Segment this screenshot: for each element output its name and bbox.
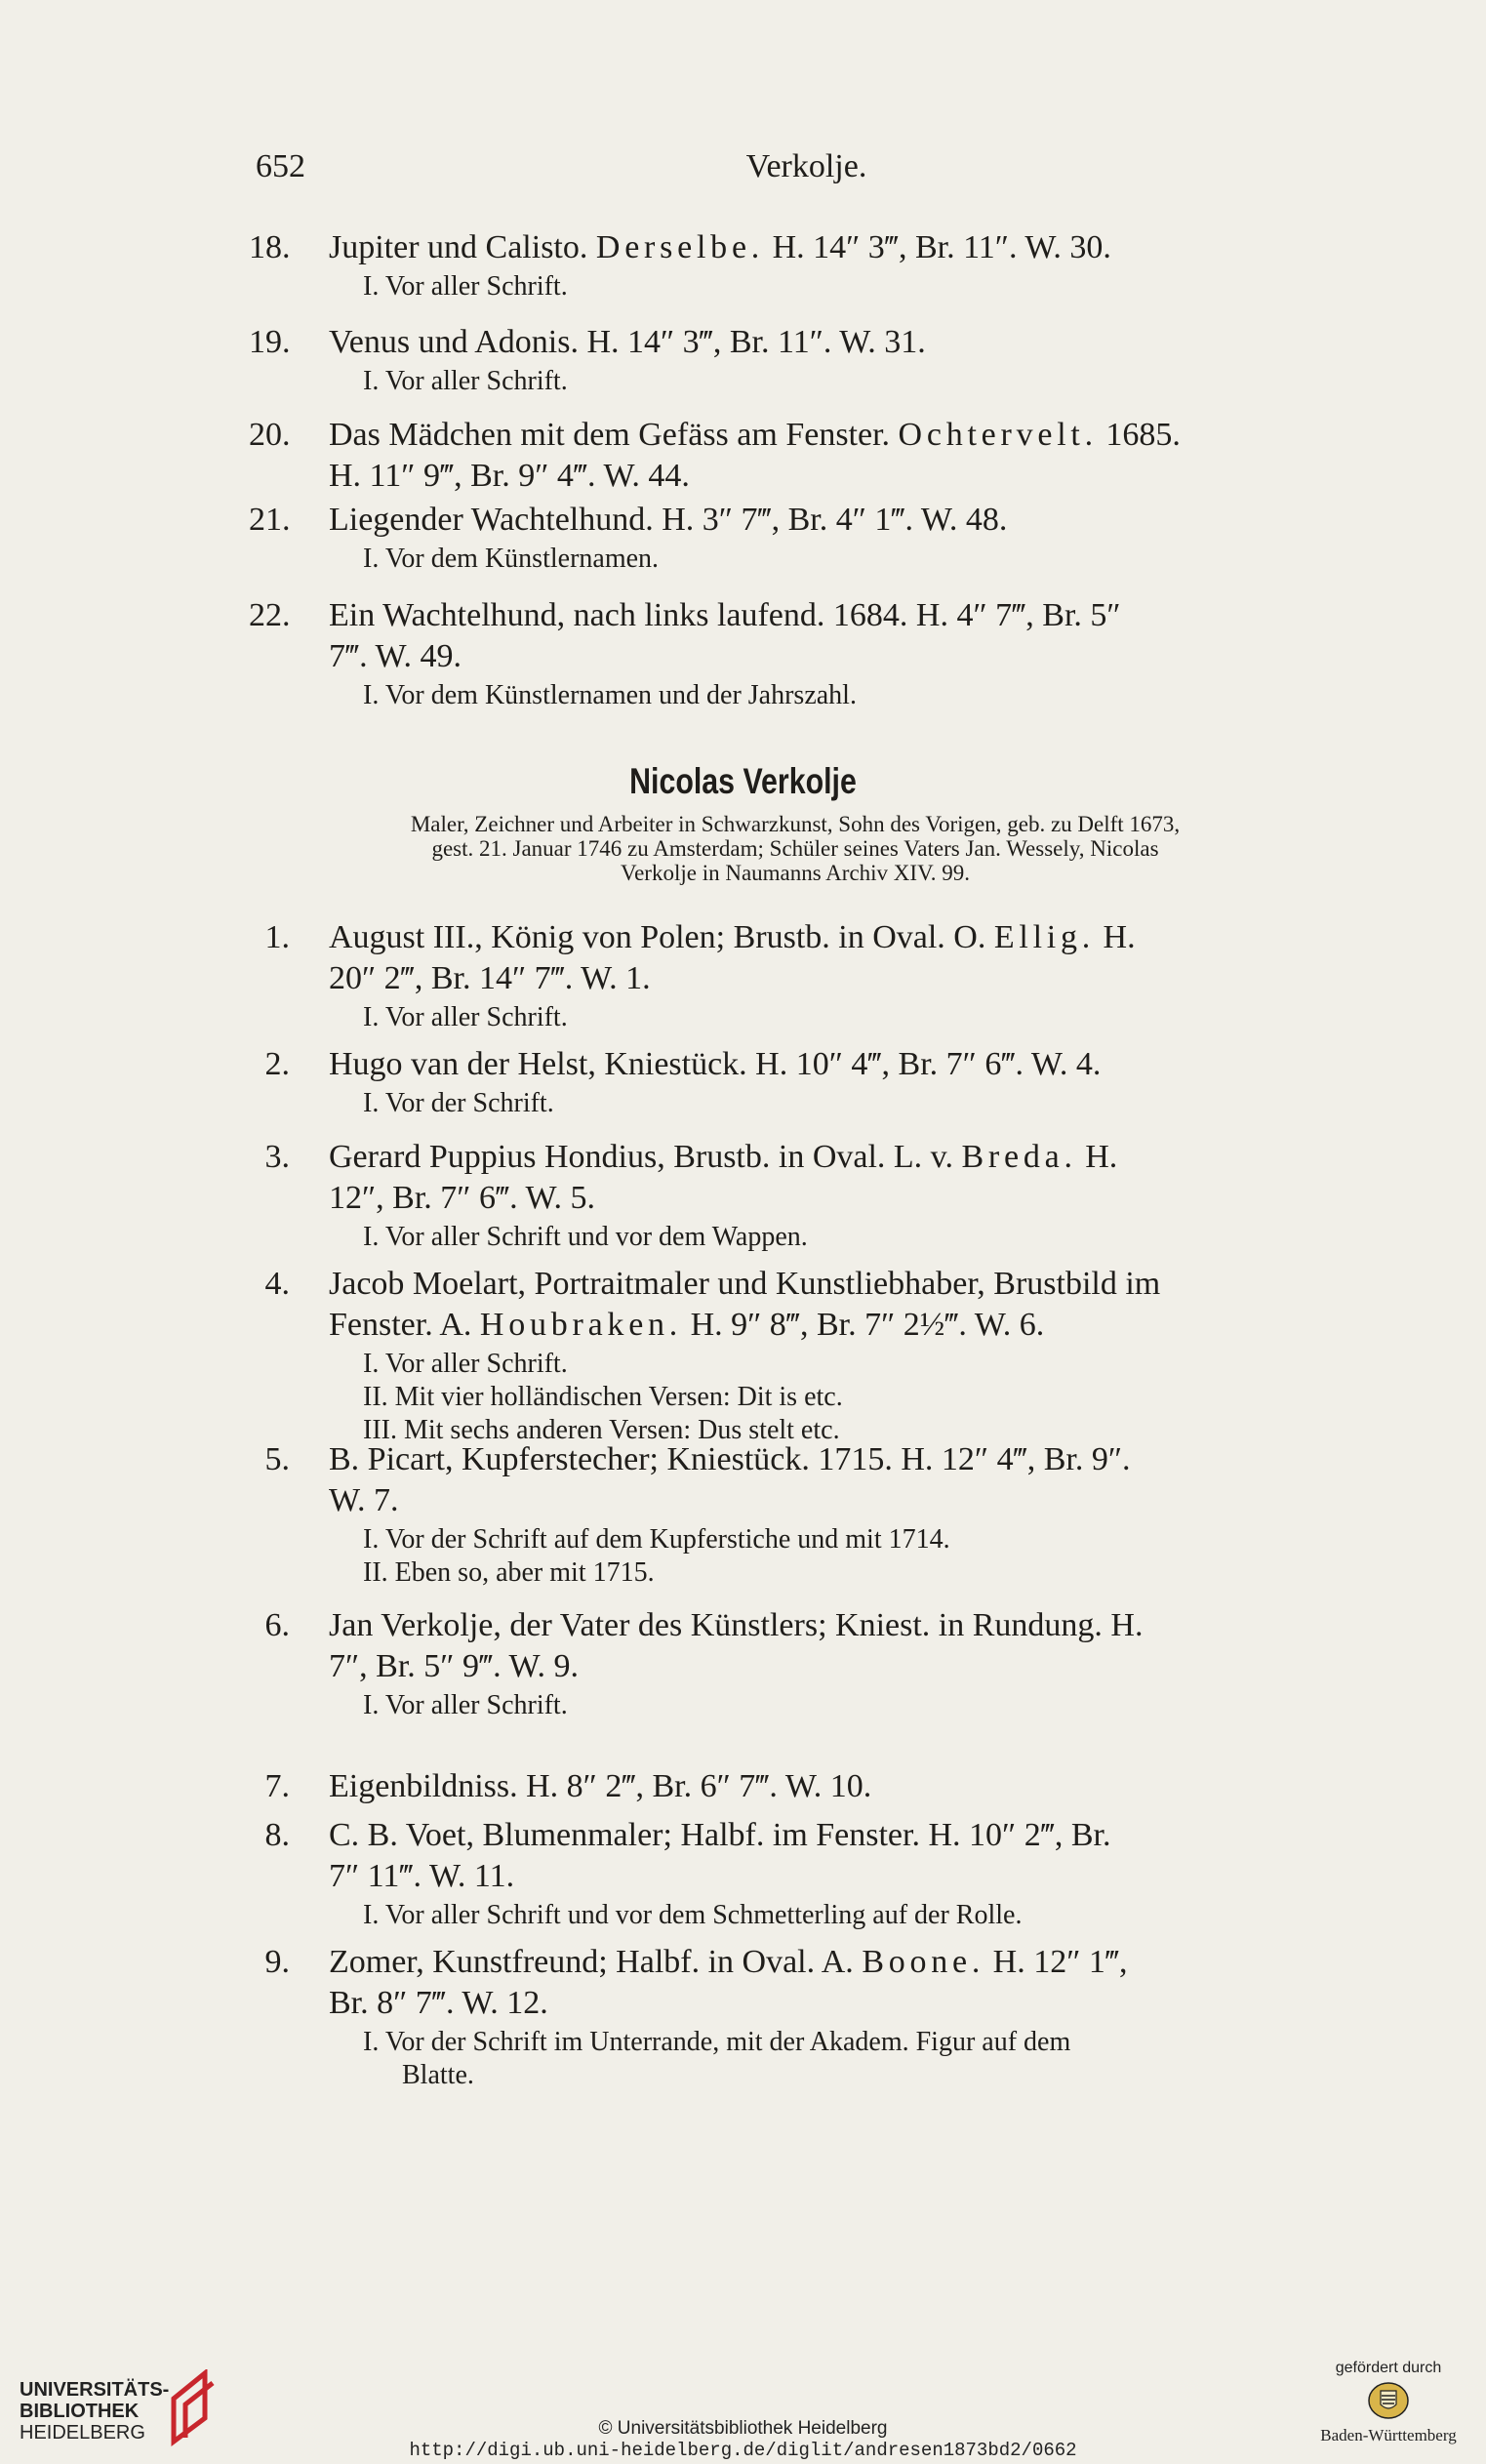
section-heading: Nicolas Verkolje <box>629 761 857 801</box>
entry-number: 2. <box>264 1046 290 1082</box>
catalogue-entry <box>249 500 1361 541</box>
funding-badge <box>1320 2360 1457 2445</box>
logo-line: BIBLIOTHEK <box>20 2401 140 2422</box>
entry-line: Jan Verkolje, der Vater des Künstlers; Kniest. in Rundung. H. <box>329 1607 1144 1643</box>
catalogue-entry <box>249 415 1361 497</box>
coat-of-arms-icon <box>1367 2381 1410 2420</box>
entry-number: 4. <box>264 1266 290 1302</box>
funded-by-label: gefördert durch <box>1335 2360 1442 2376</box>
state-note: I. Vor der Schrift im Unterrande, mit der Akadem. Figur auf dem <box>363 2027 1071 2057</box>
page-number: 652 <box>256 148 305 184</box>
entry-line: C. B. Voet, Blumenmaler; Halbf. im Fenster. H. 10″ 2‴, Br. <box>329 1817 1111 1853</box>
catalogue-entry <box>249 1264 1361 1346</box>
entry-number: 19. <box>249 324 291 360</box>
entry-line: 20″ 2‴, Br. 14″ 7‴. W. 1. <box>329 960 651 996</box>
bio-line: Verkolje in Naumanns Archiv XIV. 99. <box>621 861 970 885</box>
permalink[interactable]: http://digi.ub.uni-heidelberg.de/diglit/andresen1873bd2/0662 <box>409 2440 1077 2461</box>
entry-line: Jupiter und Calisto. Derselbe. H. 14″ 3‴, Br. 11″. W. 30. <box>329 229 1111 265</box>
entry-line: 7‴. W. 49. <box>329 638 462 674</box>
catalogue-entry <box>249 1815 1361 1897</box>
entry-line: Br. 8″ 7‴. W. 12. <box>329 1985 548 2021</box>
entry-number: 8. <box>264 1817 290 1853</box>
state-note: I. Vor aller Schrift und vor dem Wappen. <box>363 1222 808 1252</box>
entry-line: W. 7. <box>329 1482 399 1518</box>
catalogue-entry <box>249 1766 1361 1807</box>
catalogue-entry <box>249 227 1361 268</box>
catalogue-entry <box>249 322 1361 363</box>
catalogue-entry <box>249 917 1361 999</box>
running-title: Verkolje. <box>745 148 867 184</box>
entry-line: Hugo van der Helst, Kniestück. H. 10″ 4‴, Br. 7″ 6‴. W. 4. <box>329 1046 1102 1082</box>
entry-number: 18. <box>249 229 291 265</box>
entry-number: 3. <box>264 1139 290 1175</box>
entry-line: 12″, Br. 7″ 6‴. W. 5. <box>329 1180 595 1216</box>
entry-line: 7″, Br. 5″ 9‴. W. 9. <box>329 1648 579 1684</box>
entry-number: 9. <box>264 1944 290 1980</box>
entry-line: 7″ 11‴. W. 11. <box>329 1858 515 1894</box>
entry-line: B. Picart, Kupferstecher; Kniestück. 1715. H. 12″ 4‴, Br. 9″. <box>329 1441 1131 1477</box>
entry-line: Liegender Wachtelhund. H. 3″ 7‴, Br. 4″ 1‴. W. 48. <box>329 502 1008 538</box>
catalogue-entry <box>249 1942 1361 2024</box>
state-note: I. Vor der Schrift. <box>363 1088 554 1118</box>
state-note: II. Eben so, aber mit 1715. <box>363 1557 655 1588</box>
bio-line: gest. 21. Januar 1746 zu Amsterdam; Schüler seines Vaters Jan. Wessely, Nicolas <box>431 836 1159 861</box>
state-note: I. Vor aller Schrift. <box>363 1002 568 1032</box>
catalogue-entry <box>249 1137 1361 1219</box>
entry-line: Das Mädchen mit dem Gefäss am Fenster. Ochtervelt. 1685. <box>329 417 1181 453</box>
entry-number: 6. <box>264 1607 290 1643</box>
catalogue-entry <box>249 1044 1361 1085</box>
state-note: I. Vor der Schrift auf dem Kupferstiche und mit 1714. <box>363 1524 950 1555</box>
entry-number: 5. <box>264 1441 290 1477</box>
catalogue-entry <box>249 1439 1361 1521</box>
state-note: I. Vor aller Schrift. <box>363 1349 568 1379</box>
entry-number: 21. <box>249 502 291 538</box>
entry-number: 7. <box>264 1768 290 1804</box>
entry-line: Gerard Puppius Hondius, Brustb. in Oval. L. v. Breda. H. <box>329 1139 1118 1175</box>
entry-line: August III., König von Polen; Brustb. in Oval. O. Ellig. H. <box>329 919 1136 955</box>
state-note: I. Vor aller Schrift und vor dem Schmetterling auf der Rolle. <box>363 1900 1023 1930</box>
page-header <box>256 148 1357 187</box>
copyright-notice: © Universitätsbibliothek Heidelberg <box>598 2418 888 2439</box>
funder-label: Baden-Württemberg <box>1320 2426 1457 2444</box>
entry-number: 1. <box>264 919 290 955</box>
entry-line: Ein Wachtelhund, nach links laufend. 1684. H. 4″ 7‴, Br. 5″ <box>329 597 1121 633</box>
state-note: I. Vor aller Schrift. <box>363 1690 568 1720</box>
state-note: III. Mit sechs anderen Versen: Dus stelt etc. <box>363 1415 840 1445</box>
entry-line: Zomer, Kunstfreund; Halbf. in Oval. A. Boone. H. 12″ 1‴, <box>329 1944 1128 1980</box>
entry-line: Venus und Adonis. H. 14″ 3‴, Br. 11″. W. 31. <box>329 324 926 360</box>
artist-biography <box>273 812 1317 885</box>
state-note: I. Vor dem Künstlernamen und der Jahrszahl. <box>363 680 857 710</box>
entry-number: 22. <box>249 597 291 633</box>
logo-line: HEIDELBERG <box>20 2422 145 2444</box>
entry-line: Fenster. A. Houbraken. H. 9″ 8‴, Br. 7″ 2½‴. W. 6. <box>329 1307 1045 1343</box>
entry-line: H. 11″ 9‴, Br. 9″ 4‴. W. 44. <box>329 458 690 494</box>
catalogue-entry <box>249 1605 1361 1687</box>
logo-line: UNIVERSITÄTS- <box>20 2379 170 2401</box>
state-note: I. Vor aller Schrift. <box>363 271 568 302</box>
state-note: II. Mit vier holländischen Versen: Dit is etc. <box>363 1382 843 1412</box>
entry-line: Eigenbildniss. H. 8″ 2‴, Br. 6″ 7‴. W. 10. <box>329 1768 872 1804</box>
entry-line: Jacob Moelart, Portraitmaler und Kunstliebhaber, Brustbild im <box>329 1266 1161 1302</box>
entry-number: 20. <box>249 417 291 453</box>
state-note: I. Vor dem Künstlernamen. <box>363 544 660 574</box>
bio-line: Maler, Zeichner und Arbeiter in Schwarzkunst, Sohn des Vorigen, geb. zu Delft 1673, <box>410 812 1181 836</box>
state-note: Blatte. <box>402 2060 474 2090</box>
catalogue-entry <box>249 595 1361 677</box>
state-note: I. Vor aller Schrift. <box>363 366 568 396</box>
